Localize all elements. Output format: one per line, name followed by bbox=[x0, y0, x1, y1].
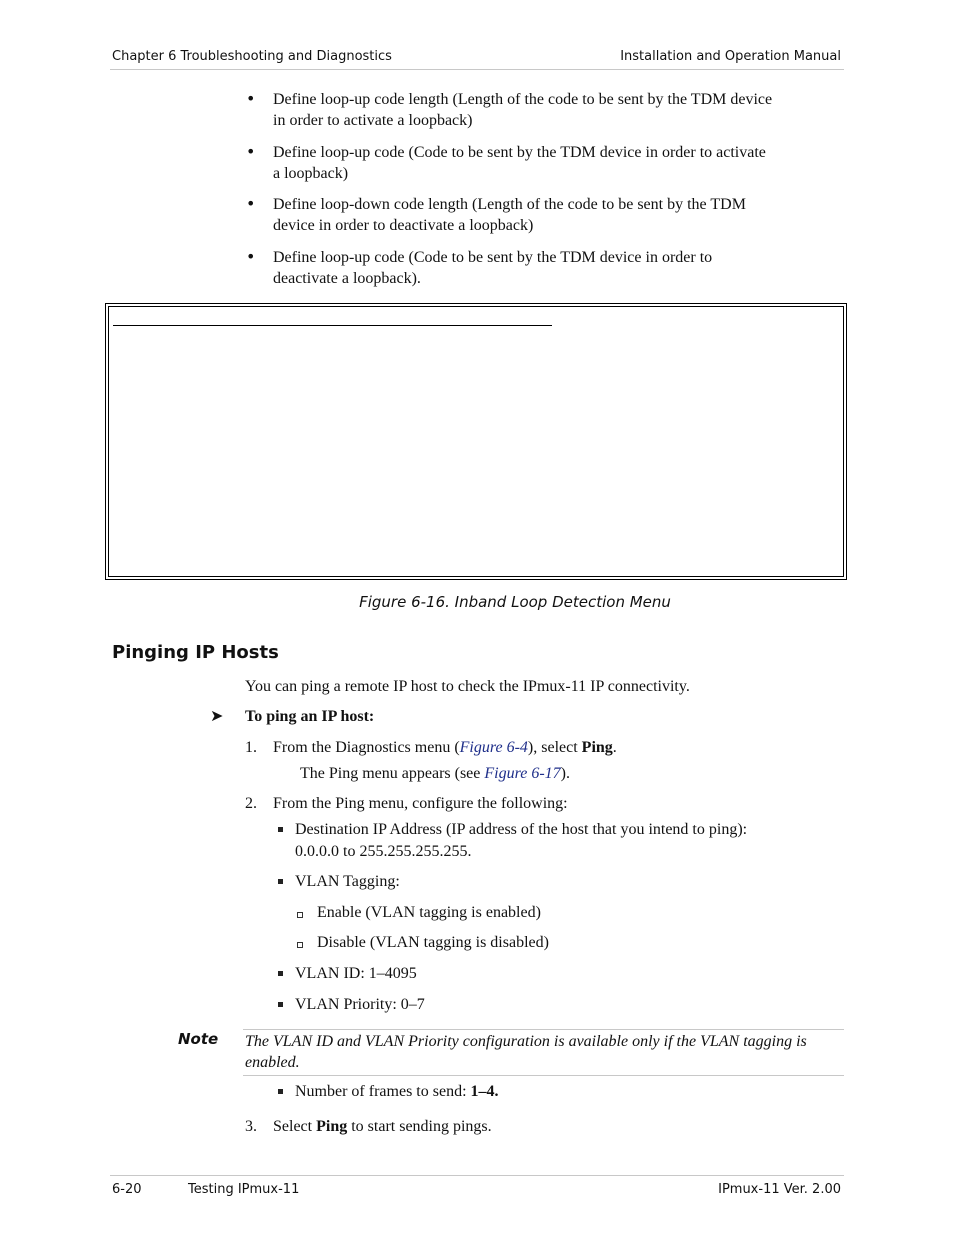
step-2-text: From the Ping menu, configure the following: bbox=[273, 795, 568, 812]
footer-rule bbox=[110, 1175, 844, 1176]
square-bullet-icon bbox=[278, 1089, 283, 1094]
bullet-icon: • bbox=[246, 194, 256, 213]
square-bullet-icon bbox=[278, 971, 283, 976]
note-label: Note bbox=[178, 1030, 219, 1048]
figure-6-4-link[interactable]: Figure 6-4 bbox=[459, 739, 528, 756]
hollow-square-bullet-icon bbox=[297, 942, 303, 948]
section-heading: Pinging IP Hosts bbox=[112, 642, 279, 663]
list-item: Disable (VLAN tagging is disabled) bbox=[317, 934, 549, 951]
footer-page-number: 6-20 bbox=[112, 1182, 142, 1197]
square-bullet-icon bbox=[278, 827, 283, 832]
figure-6-17-link[interactable]: Figure 6-17 bbox=[484, 765, 561, 782]
list-item: Define loop-up code length (Length of the code to be sent by the TDM device in order to activate a loopback) bbox=[273, 91, 773, 129]
arrow-icon: ➤ bbox=[210, 706, 224, 725]
list-item: Define loop-up code (Code to be sent by the TDM device in order to deactivate a loopback). bbox=[273, 249, 713, 287]
step-3-text: Select Ping to start sending pings. bbox=[273, 1118, 492, 1135]
note-bottom-rule bbox=[243, 1075, 844, 1076]
square-bullet-icon bbox=[278, 879, 283, 884]
list-item: Define loop-up code (Code to be sent by the TDM device in order to activate a loopback) bbox=[273, 144, 766, 182]
figure-title-rule bbox=[113, 325, 552, 326]
footer-section: Testing IPmux-11 bbox=[188, 1182, 300, 1197]
step-number: 3. bbox=[245, 1118, 257, 1135]
bullet-icon: • bbox=[246, 247, 256, 266]
step-1-result: The Ping menu appears (see Figure 6-17). bbox=[300, 765, 570, 782]
footer-version: IPmux-11 Ver. 2.00 bbox=[718, 1182, 841, 1197]
procedure-title: To ping an IP host: bbox=[245, 708, 375, 725]
note-text: The VLAN ID and VLAN Priority configuration is available only if the VLAN tagging is enabled. bbox=[245, 1033, 807, 1071]
intro-paragraph: You can ping a remote IP host to check the IPmux-11 IP connectivity. bbox=[245, 678, 690, 695]
list-item: VLAN Tagging: bbox=[295, 873, 400, 890]
list-item: Number of frames to send: 1–4. bbox=[295, 1083, 499, 1100]
list-item: Define loop-down code length (Length of the code to be sent by the TDM device in order to deactivate a loopback) bbox=[273, 196, 746, 234]
figure-caption: Figure 6-16. Inband Loop Detection Menu bbox=[359, 593, 671, 611]
list-item: Enable (VLAN tagging is enabled) bbox=[317, 904, 541, 921]
list-item: Destination IP Address (IP address of the host that you intend to ping): 0.0.0.0 to 255.255.255.255. bbox=[295, 821, 748, 860]
bullet-icon: • bbox=[246, 89, 256, 108]
square-bullet-icon bbox=[278, 1002, 283, 1007]
bullet-icon: • bbox=[246, 142, 256, 161]
header-chapter: Chapter 6 Troubleshooting and Diagnostics bbox=[112, 49, 392, 64]
header-rule bbox=[110, 69, 844, 70]
hollow-square-bullet-icon bbox=[297, 912, 303, 918]
figure-frame bbox=[105, 303, 847, 580]
step-number: 2. bbox=[245, 795, 257, 812]
step-1-text: From the Diagnostics menu (Figure 6-4), select Ping. bbox=[273, 739, 617, 756]
figure-inner-frame bbox=[108, 306, 844, 577]
list-item: VLAN Priority: 0–7 bbox=[295, 996, 425, 1013]
header-manual-title: Installation and Operation Manual bbox=[620, 49, 841, 64]
list-item: VLAN ID: 1–4095 bbox=[295, 965, 417, 982]
step-number: 1. bbox=[245, 739, 257, 756]
note-top-rule bbox=[243, 1029, 844, 1030]
